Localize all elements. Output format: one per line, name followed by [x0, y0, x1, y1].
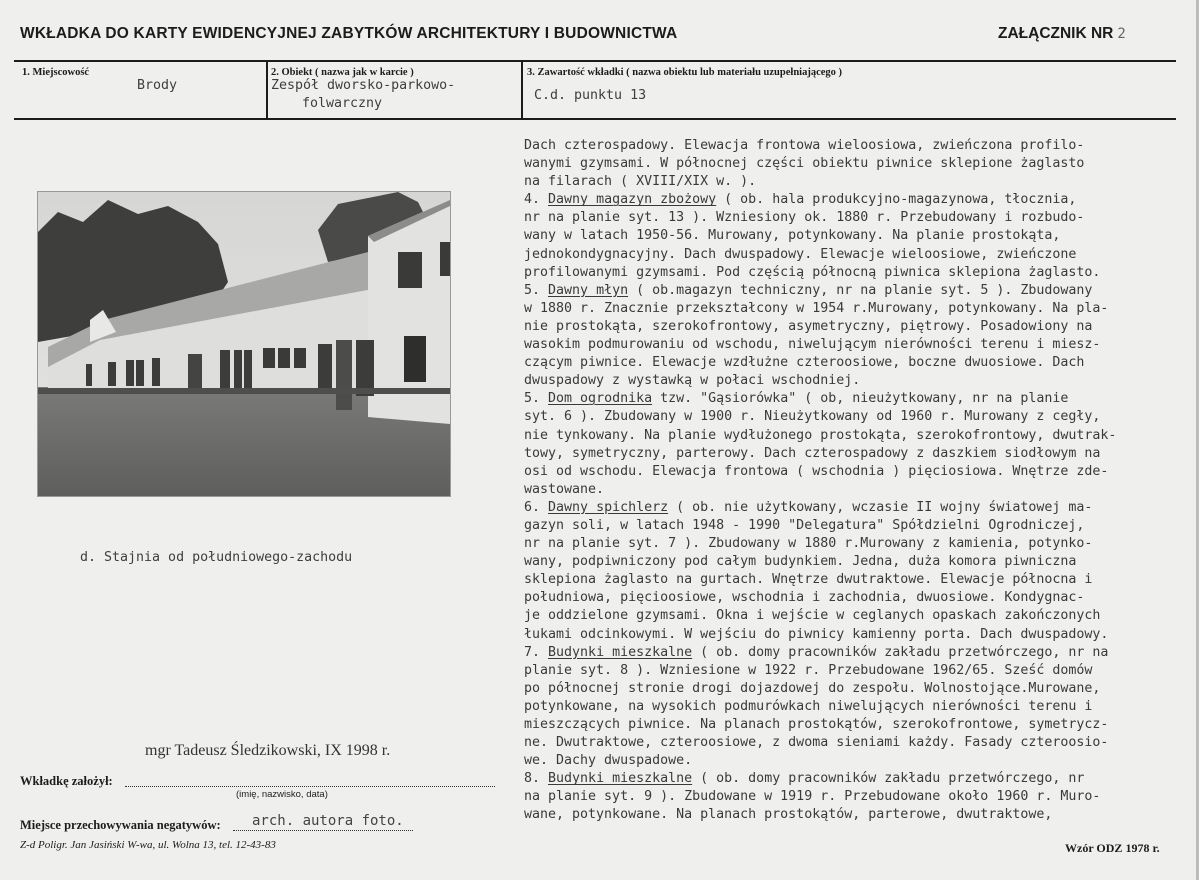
description-line — [524, 227, 1164, 245]
line-text: po północnej stronie drogi dojazdowej do zespołu. Wolnostojące.Murowane, — [524, 680, 1101, 696]
item-heading: Budynki mieszkalne — [548, 771, 693, 787]
description-text — [524, 137, 1164, 825]
line-text: na planie syt. 9 ). Zbudowane w 1919 r. Przebudowane około 1960 r. Muro- — [524, 789, 1101, 805]
description-line — [524, 734, 1164, 752]
description-line — [524, 191, 1164, 209]
contents-value: C.d. punktu 13 — [534, 88, 647, 103]
line-text: wanymi gzymsami. W północnej części obiektu piwnice sklepione żaglasto — [524, 156, 1085, 172]
description-line — [524, 788, 1164, 806]
line-text: ( ob. nie użytkowany, wczasie II wojny światowej ma- — [668, 499, 1093, 515]
description-line — [524, 463, 1164, 481]
field-divider-2 — [521, 61, 523, 119]
locality-label: 1. Miejscowość — [22, 67, 90, 78]
description-line — [524, 716, 1164, 734]
line-text: ( ob. domy pracowników zakładu przetwórczego, nr na — [692, 644, 1109, 660]
negatives-line — [233, 830, 413, 831]
item-number: 8. — [524, 771, 549, 787]
line-text: wasokim podmurowaniu od wschodu, niwelującym nierówności terenu i miesz- — [524, 337, 1101, 353]
description-line — [524, 553, 1164, 571]
line-text: gazyn soli, w latach 1948 - 1990 "Delegatura" Spółdzielni Ogrodniczej, — [524, 517, 1085, 533]
description-line — [524, 517, 1164, 535]
description-line — [524, 246, 1164, 264]
annex-number: 2 — [1117, 26, 1126, 42]
description-line — [524, 662, 1164, 680]
description-line — [524, 390, 1164, 408]
field-divider-1 — [266, 61, 268, 119]
annex-label-text: ZAŁĄCZNIK NR — [998, 25, 1114, 42]
line-text: osi od wschodu. Elewacja frontowa ( wschodnia ) pięciosiowa. Wnętrze zde- — [524, 463, 1109, 479]
line-text: je oddzielone gzymsami. Okna i wejście w ceglanych opaskach zakończonych — [524, 608, 1101, 624]
description-line — [524, 427, 1164, 445]
building-photo — [37, 191, 451, 497]
negatives-value: arch. autora foto. — [252, 813, 404, 829]
item-heading: Budynki mieszkalne — [548, 644, 693, 660]
line-text: planie syt. 8 ). Wzniesione w 1922 r. Przebudowane 1962/65. Sześć domów — [524, 662, 1093, 678]
object-label: 2. Obiekt ( nazwa jak w karcie ) — [271, 67, 414, 78]
line-text: jednokondygnacyjny. Dach dwuspadowy. Elewacje wieloosiowe, zwieńczone — [524, 246, 1077, 262]
line-text: sklepiona żaglasto na gurtach. Wnętrze dwutraktowe. Elewacje północna i — [524, 572, 1093, 588]
item-heading: Dawny młyn — [548, 282, 629, 298]
description-line — [524, 481, 1164, 499]
line-text: wastowane. — [524, 481, 605, 497]
line-text: ne. Dwutraktowe, czteroosiowe, z dwoma sieniami każdy. Fasady czteroosio- — [524, 735, 1109, 751]
description-line — [524, 300, 1164, 318]
description-line — [524, 264, 1164, 282]
description-line — [524, 445, 1164, 463]
object-value-line1: Zespół dworsko-parkowo- — [271, 78, 456, 93]
line-text: potynkowane, na wysokich podmurówkach niwelujących nierówności terenu i — [524, 698, 1093, 714]
description-line — [524, 680, 1164, 698]
description-line — [524, 318, 1164, 336]
description-line — [524, 626, 1164, 644]
item-heading: Dom ogrodnika — [548, 391, 653, 407]
line-text: wany w latach 1950-56. Murowany, potynkowany. Na planie prostokąta, — [524, 228, 1061, 244]
description-line — [524, 336, 1164, 354]
description-line — [524, 607, 1164, 625]
annex-label — [998, 25, 1126, 43]
line-text: dwuspadowy z wystawką w połaci wschodniej. — [524, 373, 861, 389]
insert-author-label: Wkładkę założył: — [20, 774, 113, 788]
description-line — [524, 770, 1164, 788]
line-text: nr na planie syt. 13 ). Wzniesiony ok. 1880 r. Przebudowany i rozbudo- — [524, 210, 1085, 226]
description-line — [524, 209, 1164, 227]
item-number: 5. — [524, 391, 549, 407]
description-line — [524, 644, 1164, 662]
header-top-rule — [14, 60, 1176, 62]
form-code: Wzór ODZ 1978 r. — [1065, 841, 1160, 855]
item-number: 6. — [524, 499, 549, 515]
line-text: południowa, pięcioosiowe, wschodnia i zachodnia, dwuosiowe. Kondygnac- — [524, 590, 1085, 606]
line-text: ( ob. domy pracowników zakładu przetwórczego, nr — [692, 771, 1085, 787]
description-line — [524, 137, 1164, 155]
header-bottom-rule — [14, 118, 1176, 120]
negatives-label: Miejsce przechowywania negatywów: — [20, 818, 221, 832]
description-line — [524, 155, 1164, 173]
line-text: nr na planie syt. 7 ). Zbudowany w 1880 r.Murowany z kamienia, potynko- — [524, 536, 1093, 552]
line-text: mieszczących piwnice. Na planach prostokątów, szerokofrontowe, symetrycz- — [524, 717, 1109, 732]
insert-author-line — [125, 786, 495, 787]
line-text: syt. 6 ). Zbudowany w 1900 r. Nieużytkowany od 1960 r. Murowany z cegły, — [524, 409, 1101, 425]
description-line — [524, 589, 1164, 607]
description-line — [524, 571, 1164, 589]
insert-author-hint: (imię, nazwisko, data) — [236, 789, 328, 800]
contents-label: 3. Zawartość wkładki ( nazwa obiektu lub materiału uzupełniającego ) — [527, 67, 843, 78]
line-text: towy, symetryczny, parterowy. Dach czterospadowy z daszkiem siodłowym na — [524, 445, 1101, 461]
object-value-line2: folwarczny — [302, 96, 383, 111]
description-line — [524, 408, 1164, 426]
line-text: profilowanymi gzymsami. Pod częścią północną piwnica sklepiona żaglasto. — [524, 264, 1101, 280]
line-text: Dach czterospadowy. Elewacja frontowa wieloosiowa, zwieńczona profilo- — [524, 138, 1085, 153]
line-text: na filarach ( XVIII/XIX w. ). — [524, 174, 757, 190]
printer-imprint: Z-d Poligr. Jan Jasiński W-wa, ul. Wolna 13, tel. 12-43-83 — [20, 839, 276, 851]
description-line — [524, 282, 1164, 300]
description-line — [524, 354, 1164, 372]
description-line — [524, 806, 1164, 824]
line-text: ( ob. hala produkcyjno-magazynowa, tłocznia, — [716, 192, 1077, 208]
line-text: wane, potynkowane. Na planach prostokątów, parterowe, dwutraktowe, — [524, 807, 1053, 823]
description-line — [524, 535, 1164, 553]
item-number: 7. — [524, 644, 549, 660]
line-text: nie prostokąta, szerokofrontowy, asymetryczny, piętrowy. Posadowiony na — [524, 318, 1093, 334]
locality-value: Brody — [137, 78, 178, 93]
line-text: wany, podpiwniczony pod całym budynkiem. Jedna, duża komora piwniczna — [524, 554, 1077, 570]
photo-caption: d. Stajnia od południowego-zachodu — [80, 550, 353, 565]
description-line — [524, 698, 1164, 716]
item-heading: Dawny magazyn zbożowy — [548, 192, 717, 208]
author-line: mgr Tadeusz Śledzikowski, IX 1998 r. — [145, 742, 391, 759]
item-number: 5. — [524, 282, 549, 298]
description-line — [524, 372, 1164, 390]
line-text: we. Dachy dwuspadowe. — [524, 753, 693, 769]
line-text: tzw. "Gąsiorówka" ( ob, nieużytkowany, nr na planie — [652, 391, 1069, 407]
line-text: w 1880 r. Znacznie przekształcony w 1954 r.Murowany, potynkowany. Na pla- — [524, 300, 1109, 316]
line-text: nie tynkowany. Na planie wydłużonego prostokąta, szerokofrontowy, dwutrak- — [524, 427, 1117, 443]
description-line — [524, 752, 1164, 770]
line-text: czącym piwnice. Elewacje wzdłużne czteroosiowe, boczne dwuosiowe. Dach — [524, 355, 1085, 371]
photograph-icon — [38, 192, 450, 496]
description-line — [524, 173, 1164, 191]
item-number: 4. — [524, 192, 549, 208]
form-title: WKŁADKA DO KARTY EWIDENCYJNEJ ZABYTKÓW ARCHITEKTURY I BUDOWNICTWA — [20, 25, 678, 42]
item-heading: Dawny spichlerz — [548, 499, 669, 515]
description-line — [524, 499, 1164, 517]
line-text: łukami odcinkowymi. W wejściu do piwnicy kamienny porta. Dach dwuspadowy. — [524, 626, 1109, 642]
line-text: ( ob.magazyn techniczny, nr na planie syt. 5 ). Zbudowany — [628, 282, 1093, 298]
